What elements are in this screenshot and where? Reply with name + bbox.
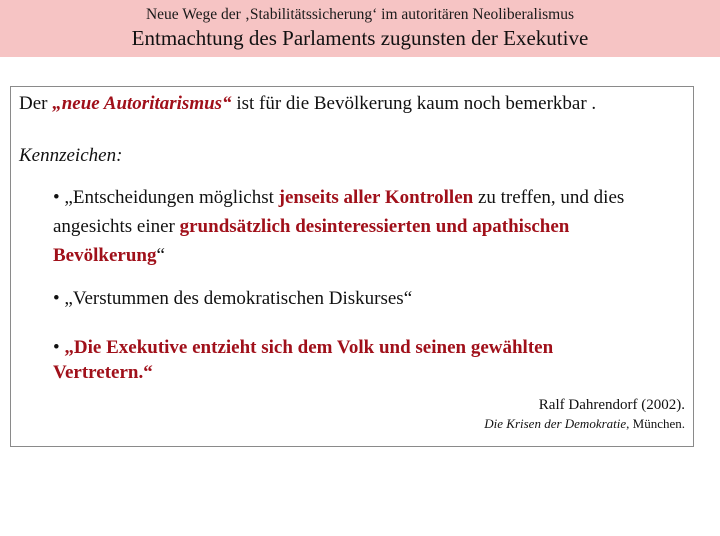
bullet-1-line-2: angesichts einer — [53, 216, 180, 237]
bullet-2-text: „Verstummen des demokratischen Diskurses“ — [59, 288, 413, 309]
bullet-1-highlight-2: grundsätzlich desinteressierten und apathischen — [179, 216, 570, 237]
intro-prefix: Der — [19, 93, 53, 114]
bullet-1-text: „Entscheidungen möglichst — [59, 187, 279, 208]
bullet-item-2 — [53, 284, 412, 313]
bullet-icon: • — [53, 288, 60, 309]
intro-suffix: ist für die Bevölkerung kaum noch bemerkbar . — [231, 93, 597, 114]
citation-place: , München. — [626, 416, 685, 431]
citation-author: Ralf Dahrendorf (2002). — [538, 397, 685, 413]
bullet-1-text-2: zu treffen, und dies — [473, 187, 625, 208]
bullet-1-highlight-1: jenseits aller Kontrollen — [278, 187, 474, 208]
citation-book-title: Die Krisen der Demokratie — [484, 416, 627, 431]
slide-subtitle: Neue Wege der ‚Stabilitätssicherung‘ im autoritären Neoliberalismus — [145, 6, 575, 23]
bullet-icon: • — [53, 337, 60, 358]
intro-line — [19, 93, 596, 115]
bullet-1-closing-quote: “ — [156, 245, 165, 266]
bullet-icon: • — [53, 187, 60, 208]
bullet-3-line-2: Vertretern.“ — [53, 362, 153, 383]
bullet-item-1 — [53, 183, 683, 270]
slide-header — [0, 0, 720, 57]
content-box — [10, 86, 694, 447]
kennzeichen-label: Kennzeichen: — [19, 145, 123, 166]
bullet-3-line-1: „Die Exekutive entzieht sich dem Volk und seinen gewählten — [59, 337, 554, 358]
bullet-1-highlight-3: Bevölkerung — [53, 245, 157, 266]
slide-title: Entmachtung des Parlaments zugunsten der Exekutive — [131, 26, 589, 50]
citation-source — [484, 416, 685, 432]
intro-highlight: „neue Autoritarismus“ — [52, 93, 232, 114]
bullet-item-3 — [53, 335, 683, 385]
